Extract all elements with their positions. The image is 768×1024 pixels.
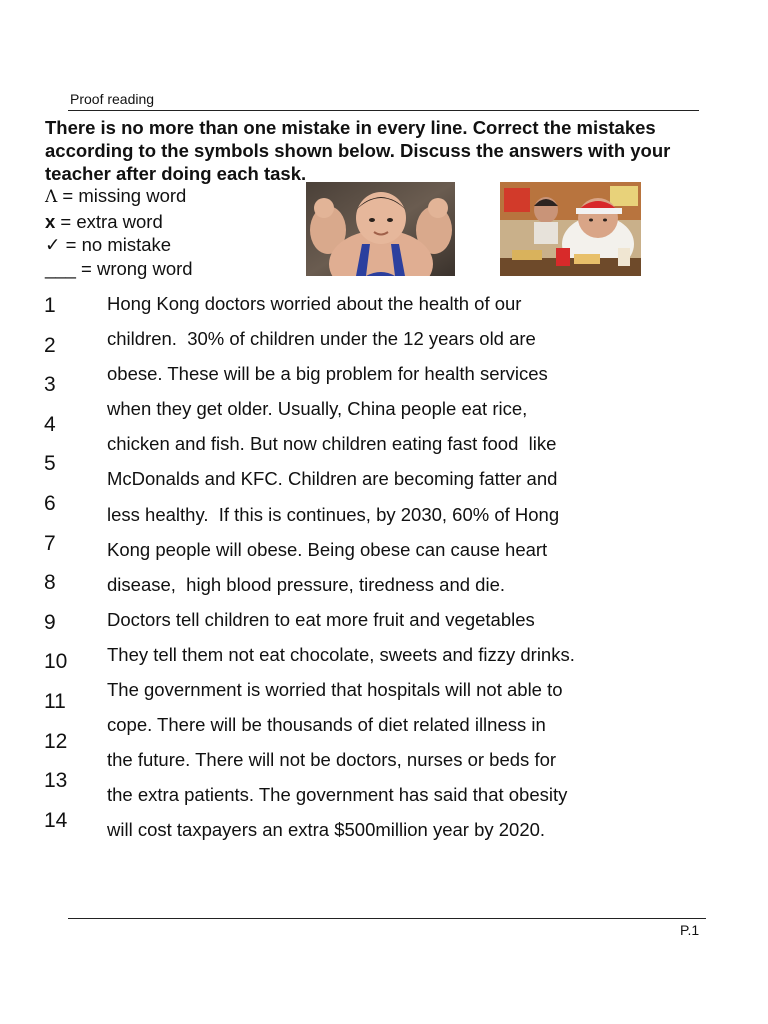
legend-item-extra-word	[45, 210, 193, 234]
legend-item-missing-word	[45, 184, 193, 210]
line-number: 7	[44, 531, 56, 555]
line-number: 10	[44, 650, 68, 674]
passage-line: The government is worried that hospitals will not able to	[107, 679, 563, 701]
instructions-text: There is no more than one mistake in every line. Correct the mistakes according to the symbols shown below. Discuss the answers with your teacher after doing each task.	[45, 117, 671, 184]
line-number: 6	[44, 491, 56, 515]
line-number: 13	[44, 769, 68, 793]
passage-line: the extra patients. The government has said that obesity	[107, 784, 568, 806]
passage-line: chicken and fish. But now children eating fast food like	[107, 433, 557, 455]
line-number: 14	[44, 808, 68, 832]
legend-text-no-mistake: = no mistake	[60, 234, 172, 255]
passage-line: Hong Kong doctors worried about the health of our	[107, 293, 522, 314]
line-number: 8	[44, 571, 56, 595]
legend-symbol-missing: Λ	[45, 187, 58, 207]
line-number: 4	[44, 412, 56, 436]
passage-line: They tell them not eat chocolate, sweets and fizzy drinks.	[107, 643, 575, 665]
legend-item-wrong-word	[45, 257, 193, 281]
header-divider	[68, 110, 699, 111]
passage-line: Kong people will obese. Being obese can cause heart	[107, 538, 548, 560]
proofreading-passage	[107, 290, 575, 852]
passage-line: when they get older. Usually, China people eat rice,	[107, 398, 528, 420]
passage-line: disease, high blood pressure, tiredness and die.	[107, 573, 506, 595]
photo-child-flexing	[306, 182, 455, 276]
passage-line: will cost taxpayers an extra $500million year by 2020.	[107, 819, 546, 841]
line-number: 2	[44, 333, 56, 357]
line-number: 12	[44, 729, 68, 753]
photo-child-eating-fast-food	[500, 182, 641, 276]
symbol-legend	[45, 184, 193, 280]
line-number: 11	[44, 689, 66, 713]
worksheet-header-label: Proof reading	[70, 91, 155, 107]
legend-text-extra: = extra word	[55, 210, 163, 232]
page-number: P.1	[680, 922, 700, 938]
passage-line: obese. These will be a big problem for health services	[107, 363, 548, 385]
passage-line: less healthy. If this is continues, by 2030, 60% of Hong	[107, 503, 560, 525]
footer-divider	[68, 918, 706, 919]
legend-text-missing: = missing word	[57, 185, 187, 206]
passage-line: children. 30% of children under the 12 years old are	[107, 328, 536, 350]
line-number: 1	[44, 294, 56, 317]
line-number: 3	[44, 373, 56, 397]
line-number: 9	[44, 610, 56, 634]
legend-symbol-check: ✓	[45, 234, 61, 255]
passage-line: the future. There will not be doctors, nurses or beds for	[107, 749, 557, 771]
legend-text-wrong: = wrong word	[75, 257, 193, 279]
line-number-column	[44, 292, 67, 846]
passage-line: McDonalds and KFC. Children are becoming fatter and	[107, 468, 558, 490]
passage-line: Doctors tell children to eat more fruit and vegetables	[107, 608, 535, 630]
passage-line: cope. There will be thousands of diet related illness in	[107, 714, 546, 736]
line-number: 5	[44, 452, 56, 476]
legend-symbol-extra: x	[45, 210, 56, 232]
legend-item-no-mistake	[45, 233, 193, 257]
legend-symbol-wrong: ___	[45, 257, 76, 279]
